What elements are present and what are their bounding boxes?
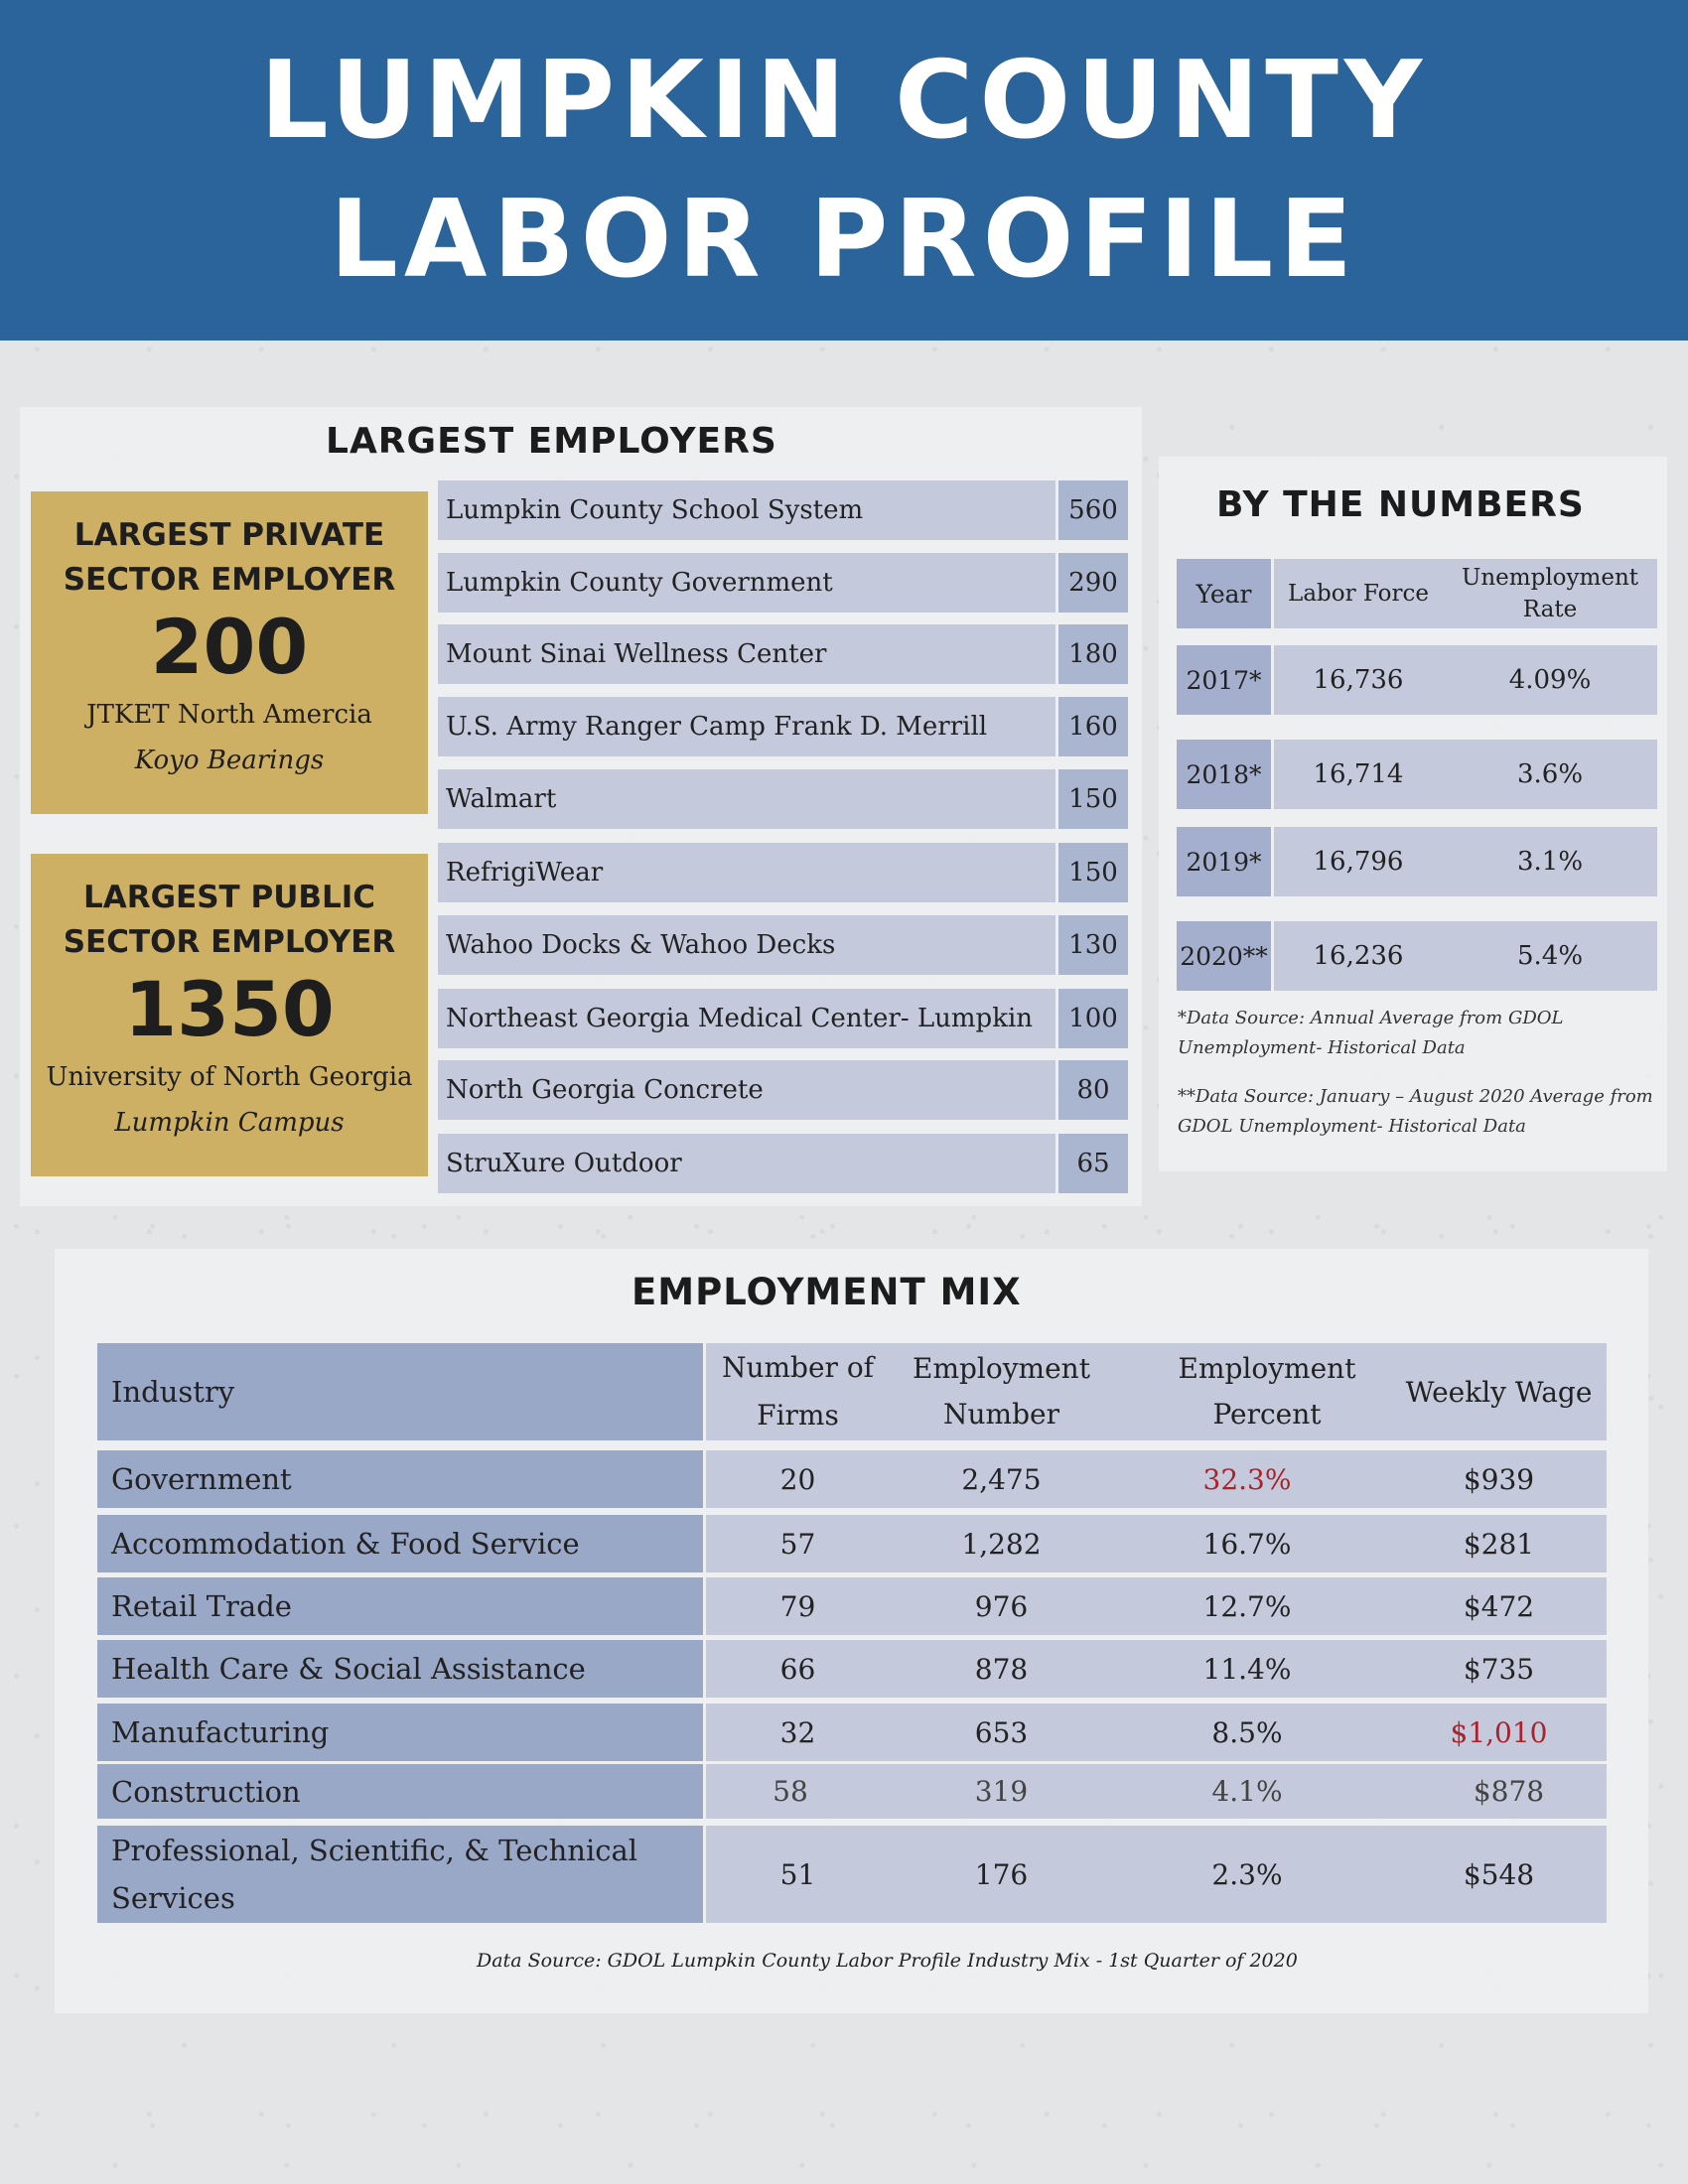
- header-labor-force: Labor Force: [1274, 559, 1443, 628]
- industry-cell: Professional, Scientific, & Technical Services: [97, 1826, 703, 1923]
- firms-cell: 51: [779, 1857, 816, 1891]
- row-values-bg: [706, 1450, 1607, 1508]
- public-employee-count: 1350: [124, 965, 335, 1053]
- employer-name: RefrigiWear: [438, 843, 1055, 902]
- wage-cell: $939: [1463, 1462, 1535, 1496]
- year-cell: 2019*: [1177, 827, 1271, 896]
- unemployment-rate-cell: 3.1%: [1443, 827, 1657, 896]
- industry-cell: Construction: [97, 1764, 703, 1819]
- employment-mix-source: Data Source: GDOL Lumpkin County Labor Profile Industry Mix - 1st Quarter of 2020: [477, 1950, 1298, 1972]
- largest-private-employer-box: [31, 491, 428, 814]
- employer-count: 290: [1058, 553, 1128, 613]
- employer-row: [438, 915, 1128, 975]
- wage-cell: $281: [1463, 1527, 1535, 1561]
- wage-cell: $472: [1463, 1589, 1535, 1623]
- employer-row: [438, 480, 1128, 540]
- employment-cell: 1,282: [961, 1527, 1042, 1561]
- employer-row: [438, 989, 1128, 1048]
- firms-cell: 79: [779, 1589, 816, 1623]
- industry-cell: Retail Trade: [97, 1577, 703, 1635]
- wage-cell: $735: [1463, 1652, 1535, 1686]
- row-values-bg: [706, 1704, 1607, 1761]
- employment-cell: 176: [974, 1857, 1029, 1891]
- unemployment-rate-cell: 3.6%: [1443, 740, 1657, 809]
- firms-cell: 20: [779, 1462, 816, 1496]
- header-unemployment-rate: Unemployment Rate: [1443, 559, 1657, 628]
- employer-name: Wahoo Docks & Wahoo Decks: [438, 915, 1055, 975]
- employer-count: 560: [1058, 480, 1128, 540]
- row-values-bg: [706, 1826, 1607, 1923]
- private-employee-count: 200: [150, 603, 309, 691]
- employer-count: 180: [1058, 624, 1128, 684]
- labor-force-cell: 16,714: [1274, 740, 1443, 809]
- employer-name: U.S. Army Ranger Camp Frank D. Merrill: [438, 697, 1055, 756]
- employer-count: 130: [1058, 915, 1128, 975]
- header-year: Year: [1177, 559, 1271, 628]
- firms-cell: 57: [779, 1527, 816, 1561]
- data-source-note-1: *Data Source: Annual Average from GDOL Unemployment- Historical Data: [1178, 1008, 1564, 1058]
- header-weekly-wage: Weekly Wage: [1405, 1375, 1593, 1409]
- employment-cell: 976: [974, 1589, 1029, 1623]
- industry-cell: Accommodation & Food Service: [97, 1515, 703, 1572]
- industry-cell: Health Care & Social Assistance: [97, 1640, 703, 1698]
- employer-name: North Georgia Concrete: [438, 1060, 1055, 1120]
- table-row: [97, 1640, 1607, 1698]
- wage-cell: $548: [1463, 1857, 1535, 1891]
- employer-name: Walmart: [438, 769, 1055, 829]
- percent-cell: 16.7%: [1202, 1527, 1292, 1561]
- employer-name: Lumpkin County Government: [438, 553, 1055, 613]
- percent-cell: 4.1%: [1211, 1775, 1283, 1808]
- employer-row: [438, 843, 1128, 902]
- title-banner: [0, 0, 1688, 341]
- percent-cell: 2.3%: [1211, 1857, 1283, 1891]
- employer-row: [438, 624, 1128, 684]
- percent-cell: 12.7%: [1202, 1589, 1292, 1623]
- private-company-name: JTKET North Amercia: [86, 700, 372, 730]
- employer-count: 150: [1058, 843, 1128, 902]
- employer-name: Mount Sinai Wellness Center: [438, 624, 1055, 684]
- table-row: [97, 1577, 1607, 1635]
- employer-name: Lumpkin County School System: [438, 480, 1055, 540]
- firms-cell: 58: [773, 1775, 808, 1808]
- employer-count: 150: [1058, 769, 1128, 829]
- employer-name: Northeast Georgia Medical Center- Lumpkin: [438, 989, 1055, 1048]
- unemployment-rate-cell: 5.4%: [1443, 921, 1657, 991]
- percent-cell: 32.3%: [1202, 1462, 1292, 1496]
- employment-cell: 878: [974, 1652, 1029, 1686]
- table-row: [97, 1450, 1607, 1508]
- percent-cell: 11.4%: [1202, 1652, 1292, 1686]
- header-firms: Number of Firms: [721, 1351, 875, 1432]
- percent-cell: 8.5%: [1211, 1715, 1283, 1749]
- employer-row: [438, 553, 1128, 613]
- year-cell: 2018*: [1177, 740, 1271, 809]
- public-company-name: University of North Georgia: [46, 1062, 413, 1092]
- employer-count: 80: [1058, 1060, 1128, 1120]
- header-industry: Industry: [97, 1343, 703, 1440]
- page-title-line2: LABOR PROFILE: [330, 177, 1358, 302]
- public-title-line2: SECTOR EMPLOYER: [63, 924, 396, 960]
- employment-cell: 319: [974, 1775, 1029, 1808]
- table-row: [97, 1704, 1607, 1761]
- employer-count: 160: [1058, 697, 1128, 756]
- table-row: [97, 1826, 1607, 1923]
- firms-cell: 66: [779, 1652, 816, 1686]
- private-company-sub: Koyo Bearings: [134, 746, 325, 775]
- year-cell: 2020**: [1177, 921, 1271, 991]
- public-company-sub: Lumpkin Campus: [114, 1108, 345, 1138]
- header-employment-percent: Employment Percent: [1178, 1352, 1356, 1431]
- employer-row: [438, 697, 1128, 756]
- header-values-bg: [706, 1343, 1607, 1440]
- private-title-line2: SECTOR EMPLOYER: [63, 562, 396, 598]
- private-title-line1: LARGEST PRIVATE: [73, 517, 385, 553]
- wage-cell: $1,010: [1450, 1715, 1548, 1749]
- firms-cell: 32: [779, 1715, 816, 1749]
- year-cell: 2017*: [1177, 645, 1271, 715]
- employment-mix-heading: EMPLOYMENT MIX: [632, 1271, 1022, 1313]
- wage-cell: $878: [1473, 1775, 1545, 1808]
- table-row: [97, 1764, 1607, 1819]
- table-row: [97, 1515, 1607, 1572]
- row-values-bg: [706, 1577, 1607, 1635]
- page-title-line1: LUMPKIN COUNTY: [259, 38, 1429, 163]
- employer-row: [438, 1134, 1128, 1193]
- labor-force-cell: 16,236: [1274, 921, 1443, 991]
- labor-force-cell: 16,796: [1274, 827, 1443, 896]
- data-source-note-2: **Data Source: January – August 2020 Average from GDOL Unemployment- Historical Data: [1178, 1086, 1653, 1137]
- public-title-line1: LARGEST PUBLIC: [82, 880, 376, 915]
- employer-row: [438, 769, 1128, 829]
- employer-row: [438, 1060, 1128, 1120]
- largest-employers-heading: LARGEST EMPLOYERS: [326, 421, 777, 462]
- largest-public-employer-box: [31, 854, 428, 1176]
- industry-cell: Manufacturing: [97, 1704, 703, 1761]
- unemployment-rate-cell: 4.09%: [1443, 645, 1657, 715]
- row-values-bg: [706, 1764, 1607, 1819]
- row-values-bg: [706, 1640, 1607, 1698]
- employer-count: 100: [1058, 989, 1128, 1048]
- employment-cell: 2,475: [961, 1462, 1042, 1496]
- table-header-row: [97, 1343, 1607, 1440]
- employer-count: 65: [1058, 1134, 1128, 1193]
- by-the-numbers-heading: BY THE NUMBERS: [1216, 484, 1585, 525]
- employer-name: StruXure Outdoor: [438, 1134, 1055, 1193]
- industry-cell: Government: [97, 1450, 703, 1508]
- row-values-bg: [706, 1515, 1607, 1572]
- employment-cell: 653: [974, 1715, 1029, 1749]
- labor-force-cell: 16,736: [1274, 645, 1443, 715]
- header-employment-number: Employment Number: [913, 1352, 1090, 1431]
